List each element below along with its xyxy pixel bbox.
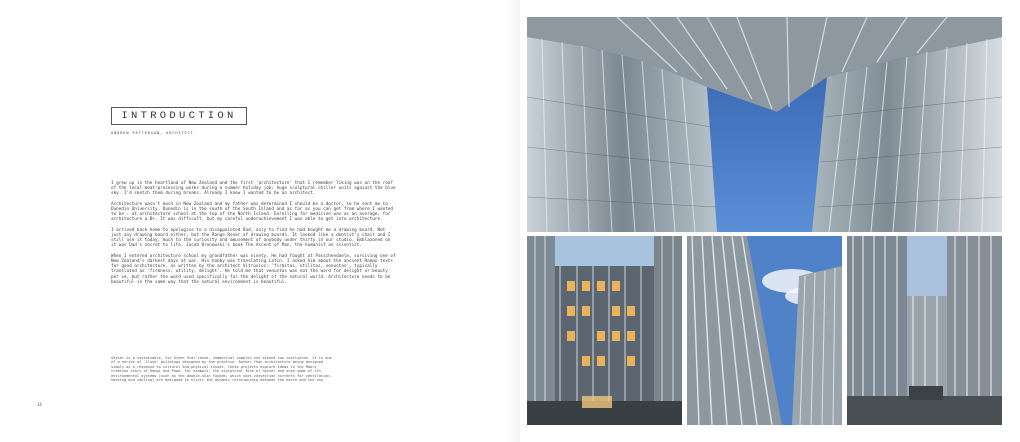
photo-caption: Geyser is a sustainable, Six Green Star-rated, commercial complex set around two courtyards. It is one of a series of 'Cloud' buildings designed by the practice. Rather than architecture being designed simply as a response to cultural and physical issues, these projects explore ideas in the Maori creation story of Rangi and Papa. For example, the sculptural form of Geyser and even some of its environmental systems (such as the double-skin façade, which uses convection currents for ventilation, heating and cooling) are designed to elicit the dynamic relationship between the earth and the sky. xyxy=(111,356,332,383)
section-title: INTRODUCTION xyxy=(111,107,247,125)
author-line: ANDREW PATTERSON, ARCHITECT xyxy=(111,131,194,135)
photo-facade-sky xyxy=(687,236,842,425)
paragraph: When I entered architecture school my grandfather was ninety. He had fought at Passchendaele, surviving one of New Zealand's darkest days at war. His hobby was translating Latin. I asked him about the ancient Roman texts for good architecture, as written by the architect Vitruvius: 'firmitas, utilitas, venustas', typically translated as 'firmness, utility, delight'. He told me that venustas was not the word for delight or beauty per se, but rather the word used specifically for the delight of the natural world. Architecture needs to be beautiful in the same way that the natural environment is beautiful. xyxy=(111,253,396,285)
photo-facade-street xyxy=(847,236,1002,425)
paragraph: I arrived back home to apologise to a disappointed Dad, only to find he had bought me a drawing board. Not just any drawing board either, but the Range Rover of drawing boards. It looked like a dentist's chair and I still use it today, much to the curiosity and amusement of anybody under thirty in our studio. Emblazoned on it was Dad's secret to life, Jacob Bronowski's book The Ascent of Man, the humanist as scientist. xyxy=(111,227,391,249)
paragraph: Architecture wasn't much in New Zealand and my father was determined I should be a doctor, so he sent me to Dunedin University. Dunedin is in the south of the South Island and as far as you can get from where I wanted to be - at architecture school at the top of the North Island. Enrolling for medicine was as an average, for architecture a B+. It was difficult, but my careful underachievement I was able to get into architecture. xyxy=(111,201,393,223)
paragraph: I grew up in the heartland of New Zealand and the first 'architecture' that I remember liking was on the roof of the local meat-processing works during a summer holiday job: huge sculptural chiller units against the blue sky. I'd sketch them during breaks. Already I knew I wanted to be an architect. xyxy=(111,181,396,197)
page-number: 14 xyxy=(37,402,42,407)
photo-courtyard-facade xyxy=(527,236,682,425)
page-gutter xyxy=(508,0,520,442)
photo-building-upward xyxy=(527,17,1002,232)
body-text xyxy=(111,181,396,290)
